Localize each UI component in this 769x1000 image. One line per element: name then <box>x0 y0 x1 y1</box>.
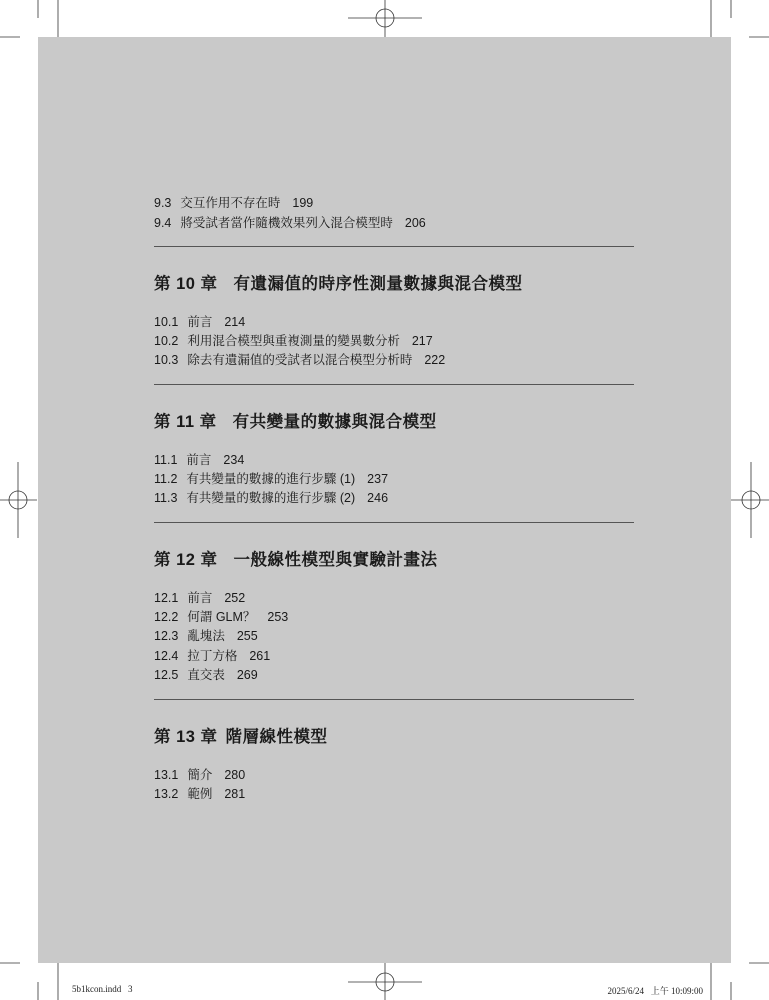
entry-title: 有共變量的數據的進行步驟 (1) <box>186 472 356 486</box>
entry-page: 217 <box>411 334 433 348</box>
entry-number: 11.1 <box>154 453 178 467</box>
entry-page: 237 <box>367 472 389 486</box>
toc-entry <box>154 767 245 783</box>
entry-page: 253 <box>267 610 289 624</box>
toc-entry <box>154 333 433 349</box>
entry-page: 214 <box>224 315 246 329</box>
toc-entry <box>154 195 313 211</box>
toc-entry <box>154 215 426 231</box>
entry-title: 利用混合模型與重複測量的變異數分析 <box>187 334 400 348</box>
entry-page: 281 <box>224 787 246 801</box>
entry-page: 269 <box>236 668 258 682</box>
entry-number: 12.1 <box>154 591 179 605</box>
chapter-label: 第 11 章 <box>154 413 217 431</box>
entry-page: 246 <box>367 491 389 505</box>
slug-filename: 5b1kcon.indd 3 <box>72 984 133 994</box>
entry-title: 範例 <box>187 787 213 801</box>
chapter-heading <box>154 411 437 433</box>
entry-page: 252 <box>224 591 246 605</box>
entry-title: 交互作用不存在時 <box>180 196 281 210</box>
chapter-title: 有遺漏值的時序性測量數據與混合模型 <box>233 275 523 293</box>
entry-title: 除去有遺漏值的受試者以混合模型分析時 <box>187 353 413 367</box>
entry-page: 206 <box>404 216 426 230</box>
toc-entry <box>154 667 258 683</box>
entry-number: 11.3 <box>154 491 178 505</box>
entry-page: 255 <box>236 629 258 643</box>
entry-page: 261 <box>249 649 271 663</box>
entry-title: 何謂 GLM？ <box>187 610 256 624</box>
entry-page: 222 <box>424 353 446 367</box>
chapter-label: 第 12 章 <box>154 551 218 569</box>
entry-number: 9.4 <box>154 216 172 230</box>
section-divider <box>154 246 634 247</box>
entry-number: 12.2 <box>154 610 179 624</box>
section-divider <box>154 384 634 385</box>
entry-title: 前言 <box>186 453 212 467</box>
chapter-title: 階層線性模型 <box>225 728 328 746</box>
chapter-label: 第 13 章 <box>154 728 218 746</box>
entry-page: 199 <box>292 196 314 210</box>
toc-entry <box>154 590 245 606</box>
entry-title: 將受試者當作隨機效果列入混合模型時 <box>180 216 393 230</box>
toc-entry <box>154 648 270 664</box>
toc-entry <box>154 352 445 368</box>
chapter-heading <box>154 549 438 571</box>
entry-title: 簡介 <box>187 768 213 782</box>
entry-page: 280 <box>224 768 246 782</box>
chapter-heading <box>154 726 328 748</box>
toc-entry <box>154 452 244 468</box>
entry-title: 拉丁方格 <box>187 649 238 663</box>
entry-title: 有共變量的數據的進行步驟 (2) <box>186 491 356 505</box>
toc-entry <box>154 490 388 506</box>
entry-number: 12.3 <box>154 629 179 643</box>
chapter-title: 一般線性模型與實驗計畫法 <box>233 551 438 569</box>
slug-timestamp: 2025/6/24 上午 10:09:00 <box>607 986 703 996</box>
entry-number: 11.2 <box>154 472 178 486</box>
toc-entry <box>154 786 245 802</box>
chapter-title: 有共變量的數據與混合模型 <box>232 413 437 431</box>
entry-title: 前言 <box>187 591 213 605</box>
toc-entry <box>154 628 258 644</box>
entry-number: 12.4 <box>154 649 179 663</box>
chapter-heading <box>154 273 523 295</box>
section-divider <box>154 522 634 523</box>
entry-page: 234 <box>223 453 245 467</box>
entry-title: 亂塊法 <box>187 629 225 643</box>
entry-number: 10.1 <box>154 315 179 329</box>
entry-number: 13.1 <box>154 768 179 782</box>
entry-number: 9.3 <box>154 196 172 210</box>
entry-number: 10.2 <box>154 334 179 348</box>
entry-number: 13.2 <box>154 787 179 801</box>
entry-number: 10.3 <box>154 353 179 367</box>
toc-entry <box>154 471 388 487</box>
toc-entry <box>154 314 245 330</box>
entry-title: 前言 <box>187 315 213 329</box>
entry-number: 12.5 <box>154 668 179 682</box>
chapter-label: 第 10 章 <box>154 275 218 293</box>
entry-title: 直交表 <box>187 668 225 682</box>
toc-entry <box>154 609 288 625</box>
section-divider <box>154 699 634 700</box>
